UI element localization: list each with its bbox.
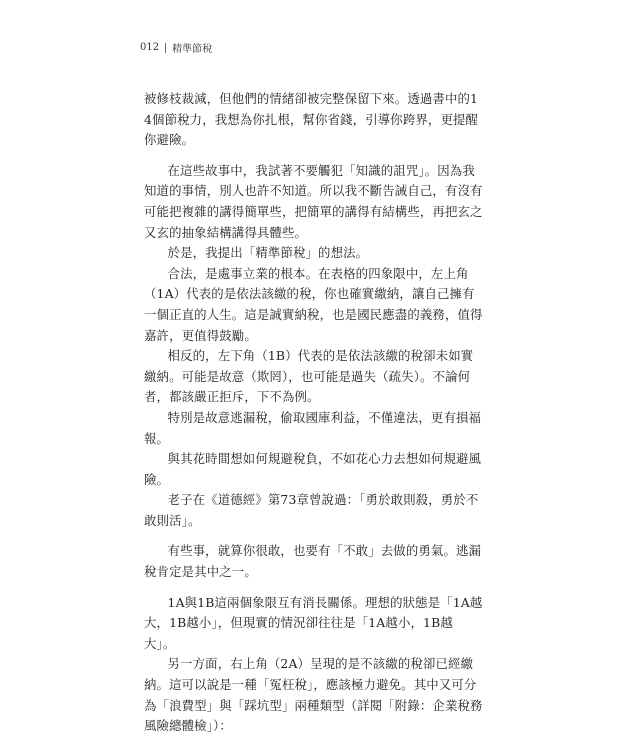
running-header — [140, 40, 212, 55]
page-number: 012 — [140, 42, 160, 53]
paragraph: 在這些故事中，我試著不要觸犯「知識的詛咒」。因為我知道的事情，別人也許不知道。所以我不斷告誡自己，有沒有可能把複雜的講得簡單些，把簡單的講得有結構些，再把玄之又玄的抽象結構講得具體些。 — [144, 162, 483, 240]
paragraph: 1A與1B這兩個象限互有消長關係。理想的狀態是「1A越大，1B越小」，但現實的情況卻往往是「1A越小，1B越大」。 — [144, 594, 483, 651]
paragraph: 特別是故意逃漏稅，偷取國庫利益，不僅違法，更有損福報。 — [144, 409, 482, 446]
paragraph: 於是，我提出「精準節稅」的想法。 — [167, 245, 369, 261]
paragraph-continued: 被修枝裁減，但他們的情緒卻被完整保留下來。透過書中的14個節稅力，我想為你扎根，幫你省錢，引導你跨界，更提醒你避險。 — [144, 91, 479, 148]
paragraph: 相反的，左下角（1B）代表的是依法該繳的稅卻未如實繳納。可能是故意（欺罔），也可能是過失（疏失）。不論何者，都該嚴正拒斥，下不為例。 — [144, 348, 474, 405]
running-title: 精準節稅 — [172, 44, 213, 55]
paragraph: 老子在《道德經》第73章曾說過：「勇於敢則殺，勇於不敢則活」。 — [144, 492, 479, 528]
paragraph: 有些事，就算你很敢，也要有「不敢」去做的勇氣。逃漏稅肯定是其中之一。 — [144, 543, 482, 580]
paragraph: 與其花時間想如何規避稅負，不如花心力去想如何規避風險。 — [144, 451, 482, 487]
paragraph: 合法，是處事立業的根本。在表格的四象限中，左上角（1A）代表的是依法該繳的稅，你也確實繳納，讓自己擁有一個正直的人生。這是誠實納稅，也是國民應盡的義務，值得嘉許，更值得鼓勵。 — [144, 265, 483, 343]
header-divider — [165, 43, 166, 53]
paragraph: 另一方面，右上角（2A）呈現的是不該繳的稅卻已經繳納。這可以說是一種「冤枉稅」，應該極力避免。其中又可分為「浪費型」與「踩坑型」兩種類型（詳閱「附錄：企業稅務風險總體檢」）： — [144, 656, 483, 734]
